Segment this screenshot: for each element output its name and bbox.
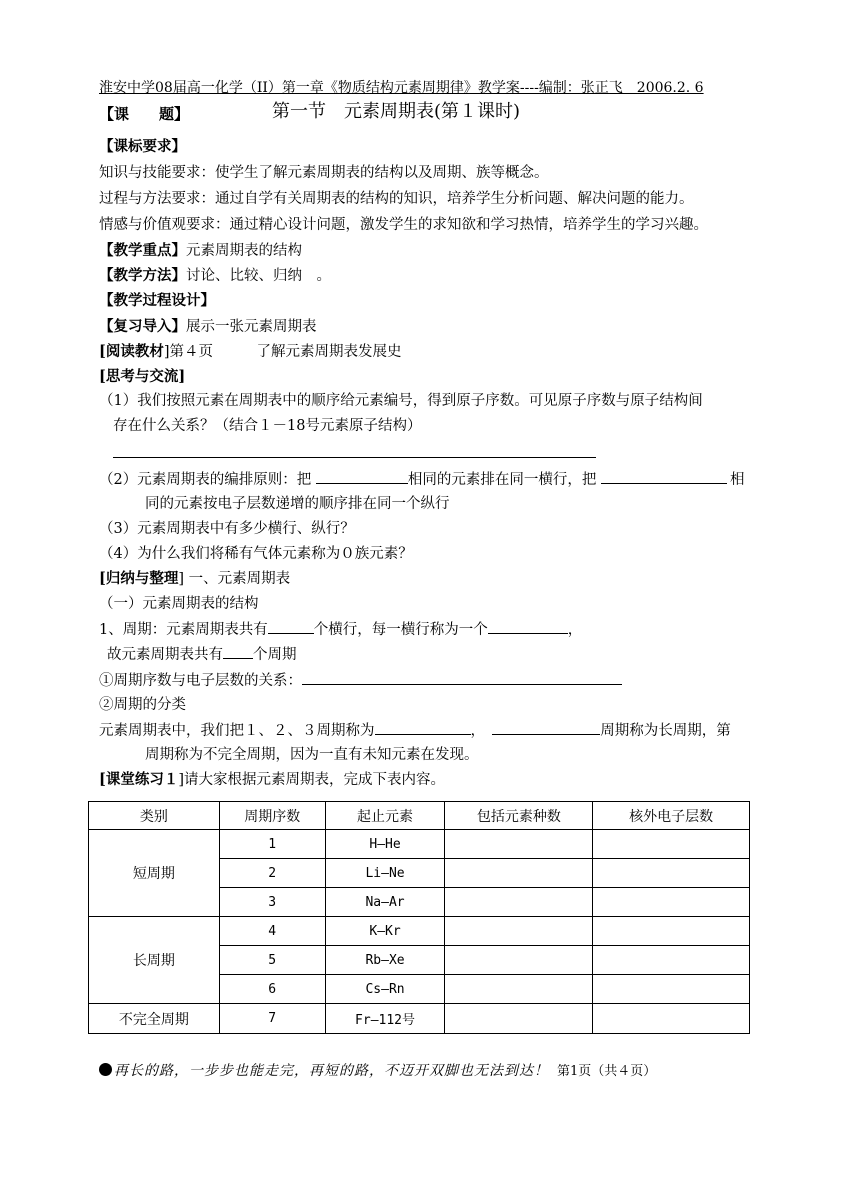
period-number-cell: 5 [219, 946, 325, 975]
table-row [89, 830, 750, 859]
relation-line [99, 670, 622, 691]
classify-line-1 [99, 720, 731, 741]
header-cell: 类别 [89, 802, 220, 830]
lesson-title-row [99, 101, 521, 125]
period-text-1: 1、周期：元素周期表共有 [99, 622, 268, 638]
practice-label: [课堂练习１ [99, 771, 179, 788]
page-footer [99, 1060, 656, 1080]
period-number-cell: 2 [219, 859, 325, 888]
classify-line-2: 周期称为不完全周期，因为一直有未知元素在发现。 [145, 747, 479, 763]
header-cell: 起止元素 [325, 802, 445, 830]
element-count-input[interactable] [445, 830, 593, 859]
table-row [89, 1004, 750, 1034]
question-1-line-1: （1）我们按照元素在周期表中的顺序给元素编号，得到原子序数。可见原子序数与原子结构间 [99, 393, 703, 409]
blank-field[interactable] [601, 469, 727, 484]
bullet-icon [99, 1063, 112, 1076]
process-requirement: 过程与方法要求：通过自学有关周期表的结构的知识，培养学生分析问题、解决问题的能力。 [99, 191, 694, 207]
review-label: 【复习导入】 [99, 318, 186, 335]
element-count-input[interactable] [445, 946, 593, 975]
element-count-input[interactable] [445, 917, 593, 946]
category-cell: 不完全周期 [89, 1004, 220, 1034]
element-count-input[interactable] [445, 975, 593, 1004]
header-cell: 核外电子层数 [593, 802, 750, 830]
category-cell: 长周期 [89, 917, 220, 1004]
relation-text: ①周期序数与电子层数的关系： [99, 673, 302, 689]
classify-text-2: ， [470, 723, 493, 739]
focus-label: 【教学重点】 [99, 242, 186, 259]
question-2-line-1 [99, 469, 744, 490]
practice-heading [99, 770, 445, 790]
lesson-title: 第一节 元素周期表(第１课时) [272, 101, 521, 122]
page-header: 淮安中学08届高一化学（II）第一章《物质结构元素周期律》教学案----编制：张正飞 2006.2. 6 [99, 80, 704, 96]
blank-field[interactable] [223, 644, 253, 659]
shell-count-input[interactable] [593, 1004, 750, 1034]
period-number-cell: 1 [219, 830, 325, 859]
answer-line[interactable] [113, 457, 596, 458]
method-label: 【教学方法】 [99, 267, 186, 284]
summary-heading [99, 569, 290, 589]
question-2-line-2: 同的元素按电子层数递增的顺序排在同一个纵行 [145, 496, 450, 512]
q2-text-1: （2）元素周期表的编排原则：把 [99, 472, 316, 488]
design-heading: 【教学过程设计】 [99, 292, 215, 309]
period-number-cell: 3 [219, 888, 325, 917]
element-count-input[interactable] [445, 859, 593, 888]
question-4: （4）为什么我们将稀有气体元素称为０族元素？ [99, 546, 413, 562]
shell-count-input[interactable] [593, 917, 750, 946]
classify-text-3: 周期称为长周期，第 [600, 723, 731, 739]
classify-heading: ②周期的分类 [99, 697, 186, 713]
category-cell: 短周期 [89, 830, 220, 917]
period-text-3: ， [567, 622, 583, 638]
period-text-5: 个周期 [253, 647, 297, 663]
teaching-method [99, 266, 331, 286]
shell-count-input[interactable] [593, 975, 750, 1004]
q2-text-3: 相 [729, 472, 745, 488]
shell-count-input[interactable] [593, 830, 750, 859]
period-text-2: 个横行，每一横行称为一个 [313, 622, 488, 638]
header-cell: 包括元素种数 [445, 802, 593, 830]
element-range-cell: Cs—Rn [325, 975, 445, 1004]
shell-count-input[interactable] [593, 888, 750, 917]
lesson-title-label: 【课 题】 [99, 105, 190, 123]
review-intro [99, 317, 317, 337]
period-number-cell: 7 [219, 1004, 325, 1034]
element-count-input[interactable] [445, 888, 593, 917]
period-line-2 [107, 644, 297, 665]
review-text: 展示一张元素周期表 [186, 319, 317, 335]
think-heading: [思考与交流] [99, 368, 186, 385]
summary-label: [归纳与整理 [99, 570, 179, 587]
element-range-cell: Na—Ar [325, 888, 445, 917]
structure-subheading: （一）元素周期表的结构 [99, 596, 259, 612]
element-range-cell: Rb—Xe [325, 946, 445, 975]
focus-text: 元素周期表的结构 [186, 243, 302, 259]
period-line-1 [99, 619, 582, 640]
practice-text: ]请大家根据元素周期表，完成下表内容。 [178, 772, 446, 788]
shell-count-input[interactable] [593, 859, 750, 888]
blank-field[interactable] [302, 670, 622, 685]
teaching-focus [99, 241, 302, 261]
blank-field[interactable] [316, 469, 408, 484]
table-row [89, 917, 750, 946]
element-range-cell: H—He [325, 830, 445, 859]
question-3: （3）元素周期表中有多少横行、纵行？ [99, 521, 355, 537]
header-cell: 周期序数 [219, 802, 325, 830]
read-text: ]第４页 了解元素周期表发展史 [163, 344, 402, 360]
page-number: 第1页（共４页） [557, 1064, 657, 1079]
blank-field[interactable] [492, 720, 600, 735]
blank-field[interactable] [488, 619, 568, 634]
read-textbook [99, 342, 402, 362]
blank-field[interactable] [375, 720, 471, 735]
q2-text-2: 相同的元素排在同一横行，把 [407, 472, 601, 488]
period-text-4: 故元素周期表共有 [107, 647, 223, 663]
classify-text-1: 元素周期表中，我们把１、２、３周期称为 [99, 723, 375, 739]
element-range-cell: Li—Ne [325, 859, 445, 888]
read-label: [阅读教材 [99, 343, 164, 360]
period-number-cell: 4 [219, 917, 325, 946]
knowledge-requirement: 知识与技能要求：使学生了解元素周期表的结构以及周期、族等概念。 [99, 165, 549, 181]
method-text: 讨论、比较、归纳 。 [186, 268, 331, 284]
standard-heading: 【课标要求】 [99, 138, 186, 155]
element-count-input[interactable] [445, 1004, 593, 1034]
table-header-row [89, 802, 750, 830]
question-1-line-2: 存在什么关系？（结合１－18号元素原子结构） [113, 418, 422, 434]
shell-count-input[interactable] [593, 946, 750, 975]
element-range-cell: Fr—112号 [325, 1004, 445, 1034]
blank-field[interactable] [268, 619, 314, 634]
footer-motto: 再长的路，一步步也能走完，再短的路，不迈开双脚也无法到达！ [114, 1063, 549, 1079]
emotion-requirement: 情感与价值观要求：通过精心设计问题，激发学生的求知欲和学习热情，培养学生的学习兴趣。 [99, 217, 708, 233]
summary-text: ] 一、元素周期表 [178, 571, 291, 587]
period-number-cell: 6 [219, 975, 325, 1004]
period-table [88, 801, 750, 1034]
element-range-cell: K—Kr [325, 917, 445, 946]
